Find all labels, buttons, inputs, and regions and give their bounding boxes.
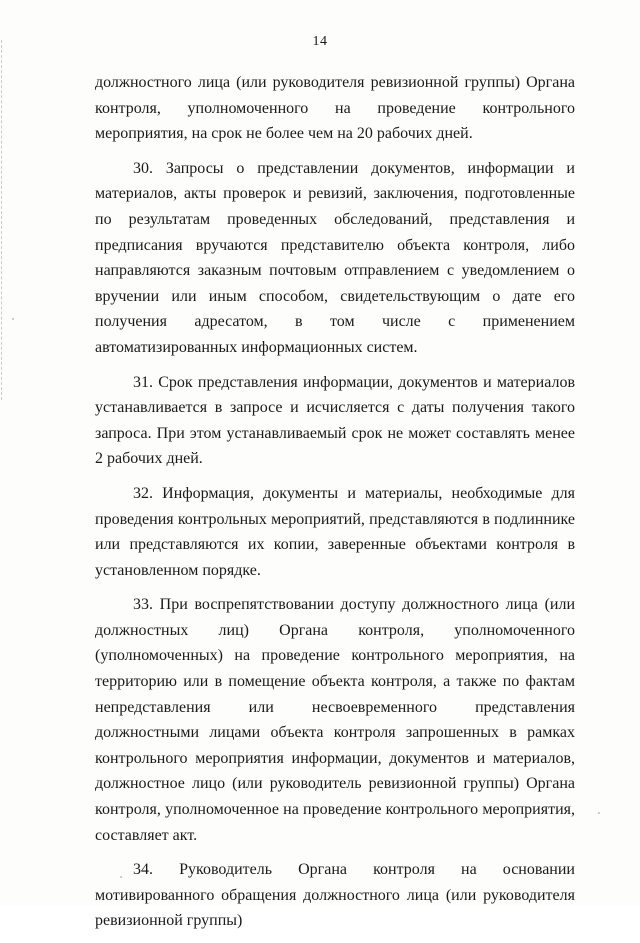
- paragraph-continuation: должностного лица (или руководителя ревизионной группы) Органа контроля, уполномоченного на проведение контрольного мероприятия, на срок не более чем на 20 рабочих дней.: [95, 74, 575, 143]
- paragraph-item-32: 32. Информация, документы и материалы, необходимые для проведения контрольных мероприятий, представляются в подлиннике или представляются их копии, заверенные объектами контроля в установленном порядке.: [95, 484, 575, 579]
- paragraph-item-34: 34. Руководитель Органа контроля на основании мотивированного обращения должностного лица (или руководителя ревизионной группы): [95, 861, 575, 930]
- page-number: 14: [312, 34, 328, 49]
- scan-speck: [598, 812, 600, 814]
- document-body: [95, 70, 575, 943]
- paragraph-item-31: 31. Срок представления информации, документов и материалов устанавливается в запросе и исчисляется с даты получения такого запроса. При этом устанавливаемый срок не может составлять менее 2 рабочих дней.: [95, 373, 575, 468]
- paragraph-item-30: 30. Запросы о представлении документов, информации и материалов, акты проверок и ревизий, заключения, подготовленные по результатам проведенных обследований, представления и предписания вручаются представителю объекта контроля, либо направляются заказным почтовым отправлением с уведомлением о вручении или иным способом, свидетельствующим о дате его получения адресатом, в том числе с применением автоматизированных информационных систем.: [95, 159, 575, 356]
- scan-speck: [12, 318, 14, 320]
- binding-edge-marks: [1, 40, 5, 400]
- paragraph-item-33: 33. При воспрепятствовании доступу должностного лица (или должностных лиц) Органа контроля, уполномоченного (уполномоченных) на проведение контрольного мероприятия, на территорию или в помещение объекта контроля, а также по фактам непредставления или несвоевременного представления должностными лицами объекта контроля запрошенных в рамках контрольного мероприятия информации, документов и материалов, должностное лицо (или руководитель ревизионной группы) Органа контроля, уполномоченное на проведение контрольного мероприятия, составляет акт.: [95, 596, 575, 844]
